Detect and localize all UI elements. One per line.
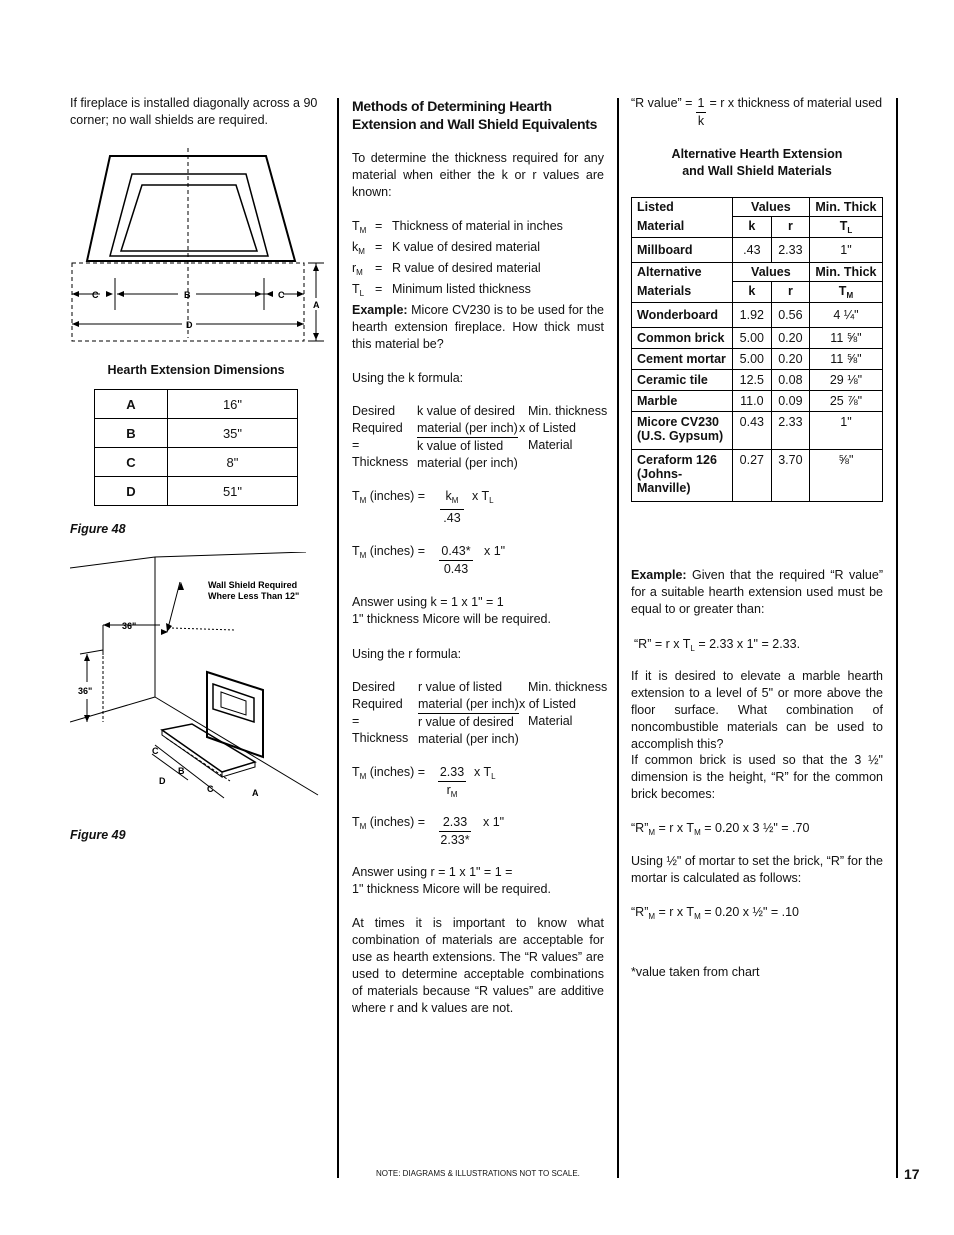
figure-49-diagram (70, 552, 322, 802)
thickness-value: 1" (809, 412, 882, 450)
table-row (632, 303, 883, 328)
header-tl: $T_L$ (809, 217, 882, 238)
table-header-row (632, 198, 883, 217)
symbol-definitions (352, 218, 604, 302)
dim-label-36-horizontal: 36" (122, 621, 137, 631)
dim-label: C (95, 448, 168, 477)
r-equation-2-lhs: $T_M$ (inches) = (352, 815, 426, 831)
dim-label-a: A (252, 788, 259, 798)
k-value: 1.92 (732, 303, 771, 328)
material-name: Millboard (632, 238, 733, 263)
table-row (95, 419, 298, 448)
header-k: k (732, 217, 771, 238)
r-value: 2.33 (771, 238, 809, 263)
brick-calculation: “$R”_M = r$ x $T_M = 0.20$ x 3 ½" = .70 (631, 821, 810, 837)
wall-shield-note-1: Wall Shield Required (208, 580, 298, 590)
k-formula-left: Desired Required = Thickness (352, 404, 409, 469)
figure-49-caption: Figure 49 (70, 828, 126, 842)
r-equation-1-rhs: x $T_L$ (474, 765, 496, 781)
thickness-value: 4 ¼" (809, 303, 882, 328)
r-equation-1-fraction: 2.33 $r_M$ (439, 765, 465, 799)
diagonal-install-note: If fireplace is installed diagonally across a 90 corner; no wall shields are required. (70, 96, 318, 127)
header-values: Values (732, 198, 809, 217)
header-alternative: Alternative (632, 263, 733, 282)
r-equation-2-fraction: 2.33 2.33* (440, 815, 470, 847)
dim-label: D (95, 477, 168, 506)
r-formula-left: Desired Required = Thickness (352, 680, 409, 745)
fireplace-outline (87, 156, 295, 261)
r-value: 0.20 (771, 349, 809, 370)
r-calculation: “R” = r x $T_L = 2.33$ x 1" = 2.33. (634, 637, 801, 653)
mortar-paragraph: Using ½" of mortar to set the brick, “R” for the mortar is calculated as follows: (631, 854, 883, 885)
r-value: 0.09 (771, 391, 809, 412)
header-material: Material (632, 217, 733, 238)
header-materials: Materials (632, 282, 733, 303)
header-k: k (732, 282, 771, 303)
r-value: 0.20 (771, 328, 809, 349)
header-listed: Listed (632, 198, 733, 217)
r-example-paragraph: Example: Given that the required “R value” for a suitable hearth extension used must be equal to or greater than: (631, 568, 883, 616)
header-tm: $T_M$ (809, 282, 882, 303)
thickness-value: 11 ⅝" (809, 349, 882, 370)
definition-row: $T_L$ = Minimum listed thickness (352, 282, 531, 298)
dim-label-c-right: C (278, 290, 285, 300)
figure-48-caption: Figure 48 (70, 522, 126, 536)
definition-row: $k_M$ = K value of desired material (352, 240, 540, 256)
marble-paragraph: If it is desired to elevate a marble hearth extension to a level of 5" or more above the floor surface. What combination of noncombustible materials can be used to accomplish this? (631, 669, 883, 751)
fireplace-firebox (121, 185, 257, 251)
table-row (95, 390, 298, 419)
thickness-value: 29 ⅛" (809, 370, 882, 391)
thickness-value: 11 ⅝" (809, 328, 882, 349)
section-heading: Methods of Determining Hearth Extension and Wall Shield Equivalents (352, 98, 598, 132)
k-equation-2-lhs: $T_M$ (inches) = (352, 544, 426, 560)
table-header-row (632, 263, 883, 282)
material-name: Ceraform 126 (Johns-Manville) (632, 450, 733, 502)
k-equation-1-lhs: $T_M$ (inches) = (352, 489, 426, 505)
material-name: Micore CV230 (U.S. Gypsum) (632, 412, 733, 450)
column-rule-outer (896, 98, 898, 1178)
dim-label-c-left: C (92, 290, 99, 300)
combination-paragraph: At times it is important to know what combination of materials are acceptable for use as hearth extensions. The “R values” are used to determine acceptable combinations of materials because “R values” are additive where r and k values are not. (352, 916, 604, 1015)
material-name: Marble (632, 391, 733, 412)
alt-materials-title: Alternative Hearth Extension and Wall Shield Materials (671, 147, 843, 178)
table-header-row (632, 217, 883, 238)
k-formula-right: Min. thickness x of Listed Material (519, 404, 608, 452)
header-r: r (771, 217, 809, 238)
k-value: 12.5 (732, 370, 771, 391)
r-value-formula: “R value” = $\frac{1}{k}$ = r x thickness of material used (631, 96, 883, 128)
k-equation-2-fraction: 0.43* 0.43 (439, 543, 473, 578)
hearth-dimensions-table (94, 389, 298, 506)
dim-label-b: B (184, 290, 191, 300)
fireplace-inner (110, 174, 268, 256)
table-header-row (632, 282, 883, 303)
dim-value: 16" (167, 390, 297, 419)
table-row (632, 412, 883, 450)
dim-value: 8" (167, 448, 297, 477)
material-name: Wonderboard (632, 303, 733, 328)
dims-table-title: Hearth Extension Dimensions (107, 363, 285, 377)
thickness-value: ⅝" (809, 450, 882, 502)
k-value: 0.43 (732, 412, 771, 450)
k-formula-intro: Using the k formula: (352, 371, 464, 385)
table-row (95, 448, 298, 477)
example-paragraph: Example: Micore CV230 is to be used for the hearth extension fireplace. How thick must this material be? (352, 303, 604, 351)
wall-shield-note-2: Where Less Than 12" (208, 591, 300, 601)
k-value: 11.0 (732, 391, 771, 412)
thickness-value: 25 ⅞" (809, 391, 882, 412)
alt-materials-table (631, 197, 883, 502)
k-equation-1-fraction: $k_M$ .43 (440, 488, 464, 527)
dim-label-d: D (186, 320, 193, 330)
r-formula-right: Min. thickness x of Listed Material (519, 680, 608, 728)
header-min-thick: Min. Thick (809, 198, 882, 217)
k-equation-1-rhs: x $T_L$ (472, 489, 494, 505)
k-value: .43 (732, 238, 771, 263)
k-value: 5.00 (732, 328, 771, 349)
dim-label: B (95, 419, 168, 448)
r-value: 3.70 (771, 450, 809, 502)
page-number: 17 (904, 1166, 920, 1182)
dim-label-c: C (152, 746, 159, 756)
r-value: 0.08 (771, 370, 809, 391)
material-name: Ceramic tile (632, 370, 733, 391)
header-r: r (771, 282, 809, 303)
r-answer: Answer using r = 1 x 1" = 1 = 1" thickness Micore will be required. (352, 865, 551, 896)
hearth-slab (162, 724, 255, 772)
brick-paragraph: If common brick is used so that the 3 ½" dimension is the height, “R” for the common brick becomes: (631, 753, 883, 801)
scale-note: NOTE: DIAGRAMS & ILLUSTRATIONS NOT TO SCALE. (376, 1169, 580, 1178)
table-row (632, 238, 883, 263)
dim-label: A (95, 390, 168, 419)
definition-row: $r_M$ = R value of desired material (352, 261, 541, 277)
table-row (632, 349, 883, 370)
material-name: Cement mortar (632, 349, 733, 370)
column-rule-left (337, 98, 339, 1178)
figure-48-diagram (70, 148, 330, 348)
table-row (95, 477, 298, 506)
thickness-value: 1" (809, 238, 882, 263)
table-row (632, 391, 883, 412)
dim-label-b: B (178, 766, 185, 776)
dim-label-d: D (159, 776, 166, 786)
k-formula-fraction: k value of desired material (per inch) k value of listed material (per inch) (417, 404, 518, 470)
column-rule-right (617, 98, 619, 1178)
r-formula-intro: Using the r formula: (352, 647, 462, 661)
dim-label-a: A (313, 300, 320, 310)
dim-label-c-2: C (207, 784, 214, 794)
header-min-thick: Min. Thick (809, 263, 882, 282)
k-value: 5.00 (732, 349, 771, 370)
mortar-calculation: “$R”_M = r$ x $T_M = 0.20$ x ½" = .10 (631, 905, 800, 921)
footnote: *value taken from chart (631, 965, 760, 979)
r-equation-1-lhs: $T_M$ (inches) = (352, 765, 426, 781)
r-value: 2.33 (771, 412, 809, 450)
r-value: 0.56 (771, 303, 809, 328)
header-values: Values (732, 263, 809, 282)
r-formula-fraction: r value of listed material (per inch) r value of desired material (per inch) (418, 680, 519, 746)
dim-label-36-vertical: 36" (78, 686, 93, 696)
material-name: Common brick (632, 328, 733, 349)
k-value: 0.27 (732, 450, 771, 502)
dim-value: 51" (167, 477, 297, 506)
dim-value: 35" (167, 419, 297, 448)
table-row (632, 450, 883, 502)
k-equation-2-rhs: x 1" (484, 544, 506, 558)
intro-paragraph: To determine the thickness required for any material when either the k or r values are known: (352, 151, 604, 199)
definition-row: $T_M$ = Thickness of material in inches (352, 219, 563, 235)
table-row (632, 328, 883, 349)
table-row (632, 370, 883, 391)
k-answer: Answer using k = 1 x 1" = 1 1" thickness Micore will be required. (352, 595, 551, 626)
r-equation-2-rhs: x 1" (483, 815, 505, 829)
